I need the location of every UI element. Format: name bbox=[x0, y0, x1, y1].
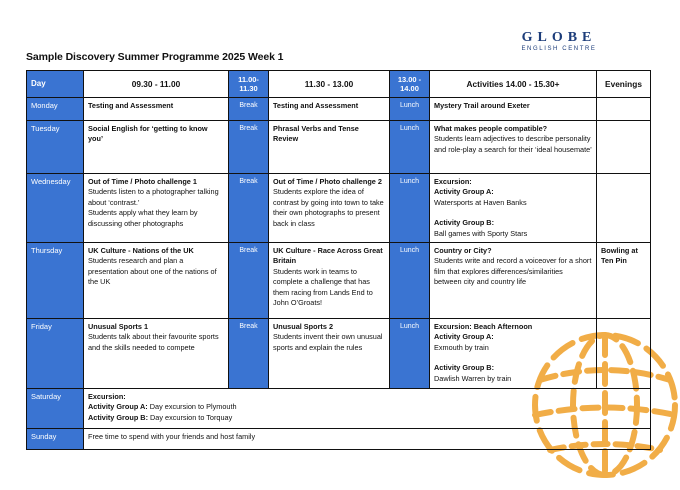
tuesday-activity-title: What makes people compatible? bbox=[434, 124, 548, 133]
friday-group-a-label: Activity Group A: bbox=[434, 332, 494, 342]
tuesday-activities bbox=[430, 121, 597, 174]
saturday-title: Excursion: bbox=[88, 392, 126, 402]
monday-midday-title: Testing and Assessment bbox=[273, 101, 359, 110]
monday-lunch: Lunch bbox=[390, 98, 430, 121]
thursday-midday-text: Students work in teams to complete a challenge that has them racing from Lands End to John O’Groats! bbox=[273, 266, 373, 308]
thursday-break: Break bbox=[229, 243, 269, 319]
friday-midday bbox=[269, 319, 390, 389]
day-monday: Monday bbox=[27, 98, 84, 121]
day-wednesday: Wednesday bbox=[27, 174, 84, 243]
monday-break: Break bbox=[229, 98, 269, 121]
wednesday-activity-title: Excursion: bbox=[434, 177, 472, 186]
header-day: Day bbox=[27, 71, 84, 98]
tuesday-midday-title: Phrasal Verbs and Tense Review bbox=[273, 124, 359, 144]
friday-morning-title: Unusual Sports 1 bbox=[88, 322, 149, 332]
header-morning: 09.30 - 11.00 bbox=[84, 71, 229, 98]
monday-activity-title: Mystery Trail around Exeter bbox=[434, 101, 530, 110]
logo-wordmark: GLOBE bbox=[521, 30, 597, 45]
friday-activities bbox=[430, 319, 597, 389]
day-tuesday: Tuesday bbox=[27, 121, 84, 174]
wednesday-midday bbox=[269, 174, 390, 243]
tuesday-lunch: Lunch bbox=[390, 121, 430, 174]
wednesday-activities bbox=[430, 174, 597, 243]
monday-evening bbox=[597, 98, 651, 121]
wednesday-morning-text: Students listen to a photographer talking about ‘contrast.’ Students apply what they learn by discussing other photographs bbox=[88, 187, 219, 228]
header-activities: Activities 14.00 - 15.30+ bbox=[430, 71, 597, 98]
friday-break: Break bbox=[229, 319, 269, 389]
thursday-activities bbox=[430, 243, 597, 319]
page-title: Sample Discovery Summer Programme 2025 Week 1 bbox=[26, 51, 284, 63]
thursday-morning bbox=[84, 243, 229, 319]
row-saturday bbox=[27, 389, 651, 429]
saturday-group-b-text: Day excursion to Torquay bbox=[148, 412, 233, 422]
header-row bbox=[27, 71, 651, 98]
day-friday: Friday bbox=[27, 319, 84, 389]
thursday-morning-text: Students research and plan a presentation about one of the nations of the UK bbox=[88, 256, 217, 287]
tuesday-morning bbox=[84, 121, 229, 174]
thursday-midday-title: UK Culture - Race Across Great Britain bbox=[273, 246, 383, 266]
tuesday-evening bbox=[597, 121, 651, 174]
wednesday-midday-title: Out of Time / Photo challenge 2 bbox=[273, 177, 382, 186]
thursday-morning-title: UK Culture - Nations of the UK bbox=[88, 246, 194, 256]
row-tuesday bbox=[27, 121, 651, 174]
wednesday-morning bbox=[84, 174, 229, 243]
saturday-group-a-text: Day excursion to Plymouth bbox=[147, 402, 237, 412]
wednesday-group-b-label: Activity Group B: bbox=[434, 218, 494, 228]
friday-midday-text: Students invent their own unusual sports and explain the rules bbox=[273, 332, 383, 352]
header-break: 11.00- 11.30 bbox=[229, 71, 269, 98]
wednesday-group-a-label: Activity Group A: bbox=[434, 187, 494, 197]
thursday-activity-text: Students write and record a voiceover for a short film that explores differences/similarities between city and country life bbox=[434, 256, 592, 287]
thursday-lunch: Lunch bbox=[390, 243, 430, 319]
wednesday-evening bbox=[597, 174, 651, 243]
friday-group-b-text: Dawlish Warren by train bbox=[434, 373, 512, 383]
monday-morning bbox=[84, 98, 229, 121]
day-thursday: Thursday bbox=[27, 243, 84, 319]
row-monday bbox=[27, 98, 651, 121]
friday-evening bbox=[597, 319, 651, 389]
header-lunch: 13.00 - 14.00 bbox=[390, 71, 430, 98]
friday-midday-title: Unusual Sports 2 bbox=[273, 322, 334, 332]
friday-activity-title: Excursion: Beach Afternoon bbox=[434, 322, 533, 332]
tuesday-midday bbox=[269, 121, 390, 174]
monday-morning-title: Testing and Assessment bbox=[88, 101, 174, 110]
saturday-plan bbox=[84, 389, 651, 429]
row-friday bbox=[27, 319, 651, 389]
monday-activities bbox=[430, 98, 597, 121]
header-evenings: Evenings bbox=[597, 71, 651, 98]
globe-logo bbox=[512, 30, 606, 53]
wednesday-break: Break bbox=[229, 174, 269, 243]
monday-midday bbox=[269, 98, 390, 121]
row-thursday bbox=[27, 243, 651, 319]
wednesday-group-a-text: Watersports at Haven Banks bbox=[434, 197, 527, 207]
wednesday-morning-title: Out of Time / Photo challenge 1 bbox=[88, 177, 197, 186]
wednesday-group-b-text: Ball games with Sporty Stars bbox=[434, 228, 528, 238]
day-sunday: Sunday bbox=[27, 429, 84, 450]
wednesday-midday-text: Students explore the idea of contrast by going into town to take their own photographs to present back in class bbox=[273, 187, 384, 228]
logo-subtitle: ENGLISH CENTRE bbox=[521, 46, 597, 52]
sunday-plan: Free time to spend with your friends and host family bbox=[84, 429, 651, 450]
friday-morning-text: Students talk about their favourite sports and the skills needed to compete bbox=[88, 332, 219, 352]
tuesday-morning-title: Social English for ‘getting to know you’ bbox=[88, 124, 208, 144]
friday-group-b-label: Activity Group B: bbox=[434, 363, 494, 373]
wednesday-lunch: Lunch bbox=[390, 174, 430, 243]
row-wednesday bbox=[27, 174, 651, 243]
thursday-activity-title: Country or City? bbox=[434, 246, 492, 256]
day-saturday: Saturday bbox=[27, 389, 84, 429]
friday-morning bbox=[84, 319, 229, 389]
saturday-group-a-label: Activity Group A: bbox=[88, 402, 148, 412]
row-sunday bbox=[27, 429, 651, 450]
tuesday-break: Break bbox=[229, 121, 269, 174]
tuesday-activity-text: Students learn adjectives to describe personality and role-play a search for their ‘ideal housemate’ bbox=[434, 134, 592, 154]
saturday-group-b-label: Activity Group B: bbox=[88, 412, 148, 422]
thursday-evening: Bowling at Ten Pin bbox=[597, 243, 651, 319]
schedule-table bbox=[26, 70, 651, 450]
header-midday: 11.30 - 13.00 bbox=[269, 71, 390, 98]
friday-group-a-text: Exmouth by train bbox=[434, 342, 489, 352]
friday-lunch: Lunch bbox=[390, 319, 430, 389]
thursday-midday bbox=[269, 243, 390, 319]
